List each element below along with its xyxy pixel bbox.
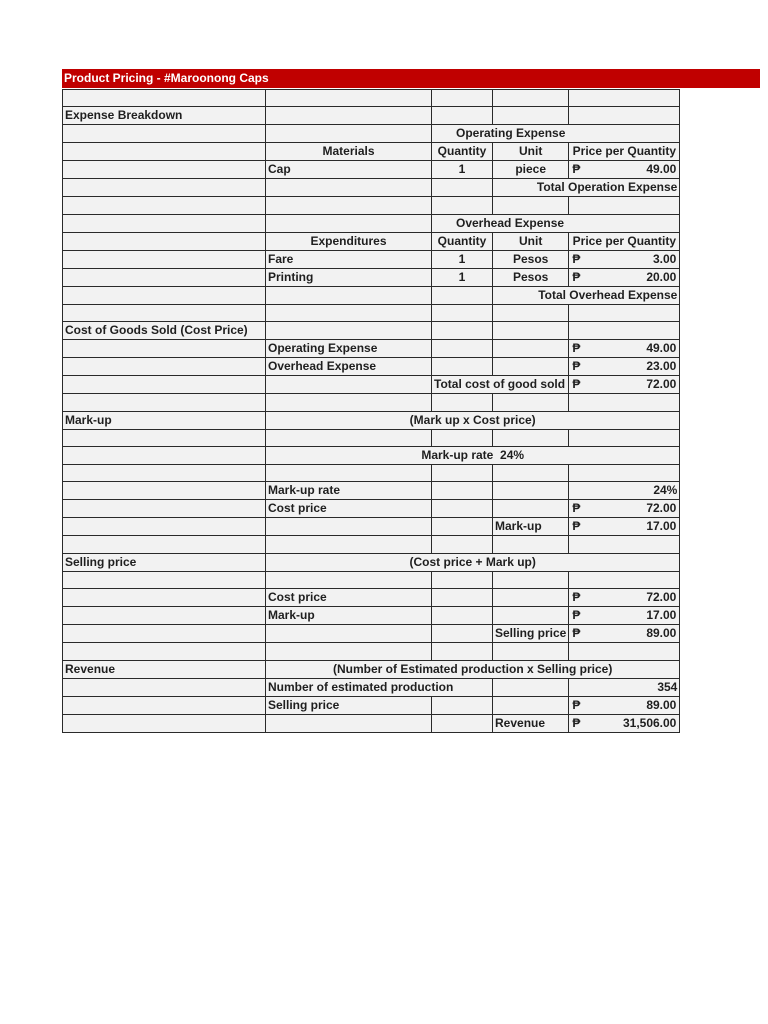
table-cell[interactable]	[493, 394, 569, 411]
table-row	[63, 340, 680, 358]
section-markup[interactable]: Mark-up	[63, 411, 266, 429]
table-cell[interactable]	[432, 607, 493, 625]
col-price-per-quantity[interactable]: Price per Quantity	[569, 232, 680, 250]
table-cell[interactable]	[63, 429, 266, 446]
cogs-total-value[interactable]: ₱ 72.00	[569, 376, 680, 394]
table-cell[interactable]	[63, 536, 266, 553]
table-cell[interactable]	[493, 482, 569, 500]
pricing-table	[62, 89, 680, 733]
markup-cost-value[interactable]: ₱ 72.00	[569, 500, 680, 518]
table-row	[63, 107, 680, 125]
table-cell[interactable]	[266, 518, 432, 536]
table-cell[interactable]	[63, 340, 266, 358]
table-cell[interactable]	[493, 643, 569, 660]
table-row	[63, 161, 680, 179]
section-expense-breakdown[interactable]: Expense Breakdown	[63, 107, 266, 125]
expenditure-qty[interactable]: 1	[432, 268, 493, 286]
table-row	[63, 482, 680, 500]
table-row	[63, 214, 680, 232]
table-cell[interactable]	[432, 358, 493, 376]
table-row	[63, 625, 680, 643]
table-cell[interactable]	[63, 625, 266, 643]
table-cell[interactable]	[432, 197, 493, 214]
table-cell[interactable]	[432, 107, 493, 125]
table-cell[interactable]	[63, 500, 266, 518]
table-cell[interactable]	[493, 571, 569, 588]
table-cell[interactable]	[266, 322, 432, 340]
expenditure-unit[interactable]: Pesos	[493, 250, 569, 268]
table-cell[interactable]	[63, 143, 266, 161]
markup-rate-header[interactable]: Mark-up rate 24%	[266, 446, 680, 464]
selling-result-label[interactable]: Selling price	[493, 625, 569, 643]
table-cell[interactable]	[266, 643, 432, 660]
table-cell[interactable]	[432, 394, 493, 411]
table-row	[63, 571, 680, 588]
table-cell[interactable]	[63, 197, 266, 214]
col-price-per-quantity[interactable]: Price per Quantity	[569, 143, 680, 161]
table-cell[interactable]	[432, 482, 493, 500]
table-cell[interactable]	[493, 358, 569, 376]
selling-markup-label[interactable]: Mark-up	[266, 607, 432, 625]
table-cell[interactable]	[266, 464, 432, 481]
revenue-production-value[interactable]: 354	[569, 678, 680, 696]
section-cogs[interactable]: Cost of Goods Sold (Cost Price)	[63, 322, 266, 340]
table-cell[interactable]	[432, 429, 493, 446]
table-cell[interactable]	[266, 429, 432, 446]
table-cell[interactable]	[432, 643, 493, 660]
table-cell[interactable]	[266, 214, 432, 232]
table-cell[interactable]	[493, 696, 569, 714]
table-row	[63, 286, 680, 304]
table-cell[interactable]	[63, 696, 266, 714]
table-cell[interactable]	[266, 536, 432, 553]
table-cell[interactable]	[493, 107, 569, 125]
selling-result-value[interactable]: ₱ 89.00	[569, 625, 680, 643]
table-row	[63, 536, 680, 553]
table-cell[interactable]	[266, 286, 432, 304]
table-cell[interactable]	[63, 464, 266, 481]
revenue-formula[interactable]: (Number of Estimated production x Selling price)	[266, 660, 680, 678]
table-cell[interactable]	[493, 429, 569, 446]
col-materials[interactable]: Materials	[266, 143, 432, 161]
table-cell[interactable]	[63, 90, 266, 107]
table-row	[63, 268, 680, 286]
section-revenue[interactable]: Revenue	[63, 660, 266, 678]
markup-result-value[interactable]: ₱ 17.00	[569, 518, 680, 536]
table-cell[interactable]	[432, 304, 493, 321]
table-cell[interactable]	[493, 322, 569, 340]
markup-result-label[interactable]: Mark-up	[493, 518, 569, 536]
table-cell[interactable]	[432, 625, 493, 643]
total-overhead-expense-label[interactable]: Total Overhead Expense	[493, 286, 680, 304]
table-cell[interactable]	[493, 197, 569, 214]
sheet-title: Product Pricing - #Maroonong Caps	[62, 69, 760, 88]
material-name[interactable]: Cap	[266, 161, 432, 179]
cogs-total-label[interactable]: Total cost of good sold	[432, 376, 569, 394]
table-row	[63, 643, 680, 660]
table-cell[interactable]	[569, 429, 680, 446]
cogs-operating-label[interactable]: Operating Expense	[266, 340, 432, 358]
table-row	[63, 125, 680, 143]
table-cell[interactable]	[266, 394, 432, 411]
expenditure-name[interactable]: Fare	[266, 250, 432, 268]
table-cell[interactable]	[432, 536, 493, 553]
markup-rate-value[interactable]: 24%	[569, 482, 680, 500]
expenditure-price[interactable]: ₱ 20.00	[569, 268, 680, 286]
table-row	[63, 179, 680, 197]
table-cell[interactable]	[432, 286, 493, 304]
table-cell[interactable]	[266, 179, 432, 197]
table-row	[63, 446, 680, 464]
table-cell[interactable]	[569, 464, 680, 481]
table-cell[interactable]	[569, 90, 680, 107]
table-row	[63, 429, 680, 446]
total-operation-expense-label[interactable]: Total Operation Expense	[493, 179, 680, 197]
table-cell[interactable]	[266, 107, 432, 125]
table-cell[interactable]	[63, 358, 266, 376]
table-cell[interactable]	[266, 125, 432, 143]
table-cell[interactable]	[569, 536, 680, 553]
table-row	[63, 197, 680, 214]
table-cell[interactable]	[493, 304, 569, 321]
markup-cost-label[interactable]: Cost price	[266, 500, 432, 518]
section-selling-price[interactable]: Selling price	[63, 553, 266, 571]
table-row	[63, 464, 680, 481]
table-cell[interactable]	[63, 446, 266, 464]
col-expenditures[interactable]: Expenditures	[266, 232, 432, 250]
table-row	[63, 358, 680, 376]
table-cell[interactable]	[432, 571, 493, 588]
table-cell[interactable]	[493, 536, 569, 553]
table-row	[63, 589, 680, 607]
revenue-price-label[interactable]: Selling price	[266, 696, 432, 714]
cogs-overhead-value[interactable]: ₱ 23.00	[569, 358, 680, 376]
table-cell[interactable]	[493, 464, 569, 481]
table-cell[interactable]	[63, 286, 266, 304]
material-price[interactable]: ₱ 49.00	[569, 161, 680, 179]
table-cell[interactable]	[432, 322, 493, 340]
table-cell[interactable]	[266, 197, 432, 214]
table-row	[63, 553, 680, 571]
selling-markup-value[interactable]: ₱ 17.00	[569, 607, 680, 625]
table-cell[interactable]	[432, 696, 493, 714]
table-cell[interactable]	[432, 179, 493, 197]
table-cell[interactable]	[493, 340, 569, 358]
table-row	[63, 678, 680, 696]
table-row	[63, 714, 680, 732]
table-cell[interactable]	[432, 518, 493, 536]
table-cell[interactable]	[63, 571, 266, 588]
table-cell[interactable]	[569, 643, 680, 660]
table-row	[63, 143, 680, 161]
material-qty[interactable]: 1	[432, 161, 493, 179]
table-cell[interactable]	[63, 643, 266, 660]
operating-expense-header[interactable]: Operating Expense	[432, 125, 680, 143]
table-cell[interactable]	[569, 107, 680, 125]
table-cell[interactable]	[63, 518, 266, 536]
table-cell[interactable]	[63, 714, 266, 732]
markup-formula[interactable]: (Mark up x Cost price)	[266, 411, 680, 429]
table-row	[63, 376, 680, 394]
table-row	[63, 250, 680, 268]
col-quantity[interactable]: Quantity	[432, 232, 493, 250]
table-cell[interactable]	[569, 571, 680, 588]
table-cell[interactable]	[63, 179, 266, 197]
table-cell[interactable]	[493, 90, 569, 107]
col-quantity[interactable]: Quantity	[432, 143, 493, 161]
table-cell[interactable]	[432, 500, 493, 518]
table-cell[interactable]	[63, 589, 266, 607]
table-cell[interactable]	[63, 232, 266, 250]
table-row	[63, 394, 680, 411]
selling-cost-label[interactable]: Cost price	[266, 589, 432, 607]
table-row	[63, 322, 680, 340]
table-cell[interactable]	[569, 197, 680, 214]
table-row	[63, 500, 680, 518]
table-row	[63, 518, 680, 536]
table-cell[interactable]	[569, 304, 680, 321]
revenue-price-value[interactable]: ₱ 89.00	[569, 696, 680, 714]
table-row	[63, 304, 680, 321]
table-cell[interactable]	[432, 714, 493, 732]
table-cell[interactable]	[63, 214, 266, 232]
expenditure-name[interactable]: Printing	[266, 268, 432, 286]
col-unit[interactable]: Unit	[493, 143, 569, 161]
expenditure-unit[interactable]: Pesos	[493, 268, 569, 286]
cogs-overhead-label[interactable]: Overhead Expense	[266, 358, 432, 376]
table-row	[63, 660, 680, 678]
table-row	[63, 411, 680, 429]
table-cell[interactable]	[63, 268, 266, 286]
selling-formula[interactable]: (Cost price + Mark up)	[266, 553, 680, 571]
table-cell[interactable]	[63, 125, 266, 143]
table-cell[interactable]	[432, 589, 493, 607]
table-cell[interactable]	[432, 464, 493, 481]
revenue-result-value[interactable]: ₱ 31,506.00	[569, 714, 680, 732]
selling-cost-value[interactable]: ₱ 72.00	[569, 589, 680, 607]
table-cell[interactable]	[63, 678, 266, 696]
table-cell[interactable]	[493, 500, 569, 518]
table-cell[interactable]	[266, 376, 432, 394]
table-cell[interactable]	[569, 394, 680, 411]
material-unit[interactable]: piece	[493, 161, 569, 179]
table-cell[interactable]	[63, 304, 266, 321]
table-cell[interactable]	[493, 678, 569, 696]
revenue-production-label[interactable]: Number of estimated production	[266, 678, 493, 696]
markup-rate-label[interactable]: Mark-up rate	[266, 482, 432, 500]
table-cell[interactable]	[493, 607, 569, 625]
expenditure-price[interactable]: ₱ 3.00	[569, 250, 680, 268]
table-cell[interactable]	[266, 304, 432, 321]
table-cell[interactable]	[63, 161, 266, 179]
table-cell[interactable]	[569, 322, 680, 340]
table-cell[interactable]	[266, 714, 432, 732]
table-cell[interactable]	[63, 482, 266, 500]
overhead-expense-header[interactable]: Overhead Expense	[432, 214, 680, 232]
table-cell[interactable]	[266, 625, 432, 643]
col-unit[interactable]: Unit	[493, 232, 569, 250]
table-cell[interactable]	[63, 607, 266, 625]
table-cell[interactable]	[493, 589, 569, 607]
table-cell[interactable]	[266, 90, 432, 107]
table-row	[63, 90, 680, 107]
table-cell[interactable]	[63, 394, 266, 411]
table-cell[interactable]	[266, 571, 432, 588]
table-row	[63, 696, 680, 714]
cogs-operating-value[interactable]: ₱ 49.00	[569, 340, 680, 358]
table-row	[63, 607, 680, 625]
table-cell[interactable]	[432, 340, 493, 358]
expenditure-qty[interactable]: 1	[432, 250, 493, 268]
table-cell[interactable]	[63, 250, 266, 268]
table-cell[interactable]	[63, 376, 266, 394]
revenue-result-label[interactable]: Revenue	[493, 714, 569, 732]
table-row	[63, 232, 680, 250]
table-cell[interactable]	[432, 90, 493, 107]
